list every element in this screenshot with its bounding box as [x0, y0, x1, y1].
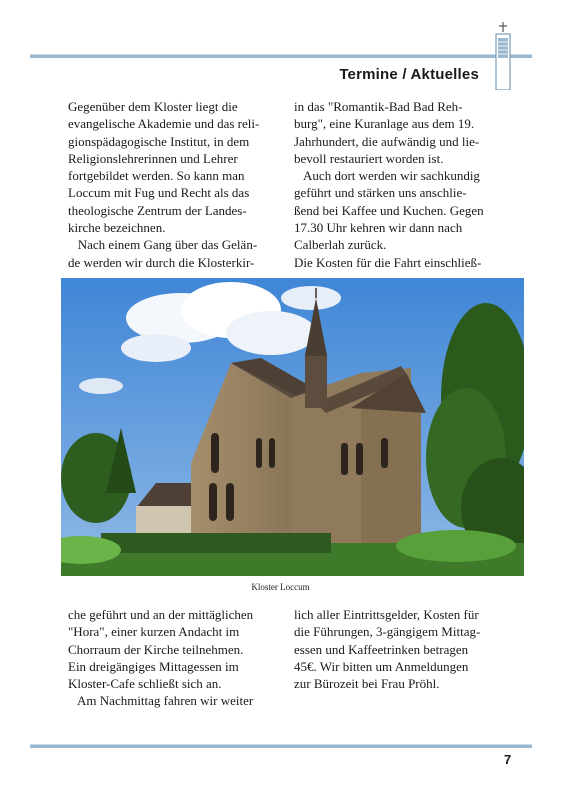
text-line: Nach einem Gang über das Gelän- [68, 237, 258, 253]
text-line: Chorraum der Kirche teilnehmen. [68, 641, 244, 657]
text-line: burg", eine Kuranlage aus dem 19. [294, 116, 475, 132]
text-line: essen und Kaffeetrinken betragen [294, 641, 469, 657]
article-column-right-top [294, 98, 524, 271]
text-line: die Führungen, 3-gängigem Mittag- [294, 624, 481, 640]
text-line: 45€. Wir bitten um Anmeldungen [294, 658, 469, 674]
text-line: Am Nachmittag fahren wir weiter [68, 693, 254, 709]
header-rule [30, 54, 532, 58]
page-number: 7 [504, 752, 512, 767]
text-line: theologische Zentrum der Landes- [68, 202, 247, 218]
text-line: ßend bei Kaffee und Kuchen. Gegen [294, 202, 484, 218]
text-line: lich aller Eintrittsgelder, Kosten für [294, 607, 479, 622]
text-line: in das "Romantik-Bad Bad Reh- [294, 99, 463, 114]
text-line: de werden wir durch die Klosterkir- [68, 254, 255, 270]
text-line: Kloster-Cafe schließt sich an. [68, 676, 222, 692]
footer-rule [30, 744, 532, 748]
section-title: Termine / Aktuelles [339, 66, 479, 83]
article-column-left-top [68, 98, 288, 271]
article-column-left-bottom [68, 606, 288, 710]
text-line: Religionslehrerinnen und Lehrer [68, 150, 238, 166]
text-line: gionspädagogische Institut, in dem [68, 133, 250, 149]
text-line: fortgebildet werden. So kann man [68, 168, 245, 184]
text-line: zur Bürozeit bei Frau Pröhl. [294, 676, 440, 692]
monastery-photo [61, 278, 524, 576]
text-line: evangelische Akademie und das reli- [68, 116, 260, 132]
text-line: Ein dreigängiges Mittagessen im [68, 658, 239, 674]
text-line: Loccum mit Fug und Recht als das [68, 185, 250, 201]
text-line: Auch dort werden wir sachkundig [294, 168, 480, 184]
text-line: Gegenüber dem Kloster liegt die [68, 99, 238, 114]
text-line: bevoll restauriert worden ist. [294, 150, 444, 166]
text-line: "Hora", einer kurzen Andacht im [68, 624, 240, 640]
text-line: Jahrhundert, die aufwändig und lie- [294, 133, 480, 149]
article-column-right-bottom [294, 606, 524, 692]
text-line: Die Kosten für die Fahrt einschließ- [294, 254, 482, 270]
text-line: 17.30 Uhr kehren wir dann nach [294, 220, 463, 236]
text-line: geführt und stärken uns anschlie- [294, 185, 467, 201]
church-tower-logo-icon [494, 22, 512, 90]
text-line: kirche bezeichnen. [68, 220, 166, 236]
text-line: Calberlah zurück. [294, 237, 387, 253]
photo-caption: Kloster Loccum [251, 582, 310, 592]
text-line: che geführt und an der mittäglichen [68, 607, 254, 622]
